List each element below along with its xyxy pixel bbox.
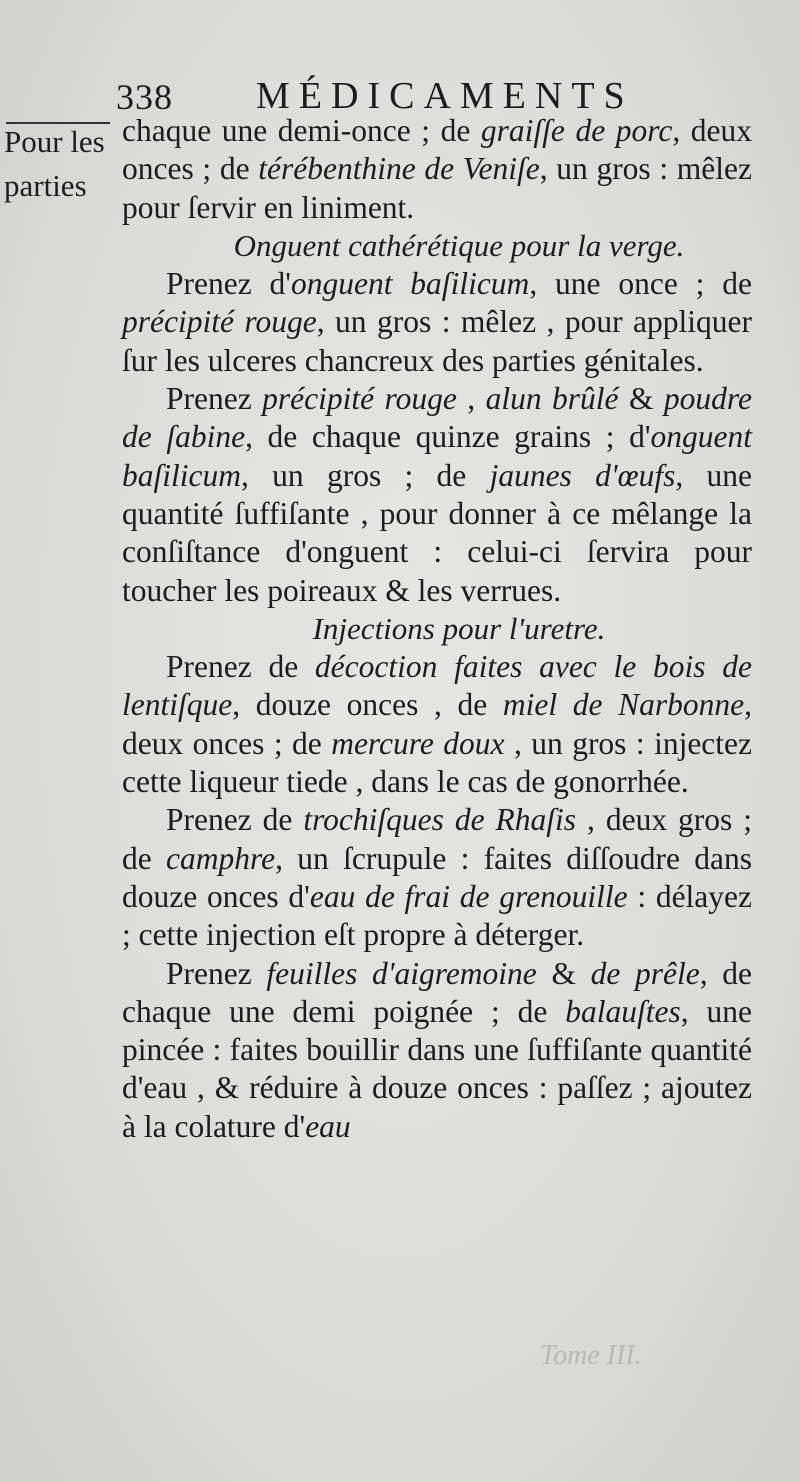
section-heading: Injections pour l'uretre.	[312, 610, 606, 646]
section-heading: Onguent cathérétique pour la verge.	[233, 227, 685, 263]
paragraph: Prenez d'onguent baſilicum, une once ; de précipité rouge, un gros : mêlez , pour appliquer ſur les ulceres chancreux des parties génitales.	[122, 266, 752, 378]
paragraph: Prenez de trochiſques de Rhaſis , deux gros ; de camphre, un ſcrupule : faites diſſoudre dans douze onces d'eau de frai de grenouille : délayez ; cette injection eſt propre à déterger.	[122, 802, 752, 953]
paragraph: Prenez précipité rouge , alun brûlé & poudre de ſabine, de chaque quinze grains ; d'onguent baſilicum, un gros ; de jaunes d'œufs, une quantité ſuffiſante , pour donner à ce mêlange la conſiſtance d'onguent : celui-ci ſervira pour toucher les poireaux & les verrues.	[122, 381, 753, 608]
show-through-text: Tome III.	[540, 1340, 642, 1371]
page-number: 338	[116, 77, 173, 117]
paragraph-continued: chaque une demi-once ; de graiſſe de porc, deux onces ; de térébenthine de Veniſe, un gros : mêlez pour ſervir en liniment.	[122, 113, 752, 225]
margin-note: Pour les parties	[4, 124, 105, 203]
body-text	[122, 112, 752, 1146]
paragraph: Prenez de décoction faites avec le bois de lentiſque, douze onces , de miel de Narbonne, deux onces ; de mercure doux , un gros : injectez cette liqueur tiede , dans le cas de gonorrhée.	[122, 649, 753, 800]
paragraph: Prenez feuilles d'aigremoine & de prêle, de chaque une demi poignée ; de balauſtes, une pincée : faites bouillir dans une ſuffiſante quantité d'eau , & réduire à douze onces : paſſez ; ajoutez à la colature d'eau	[122, 955, 753, 1144]
running-title: MÉDICAMENTS	[256, 75, 634, 117]
